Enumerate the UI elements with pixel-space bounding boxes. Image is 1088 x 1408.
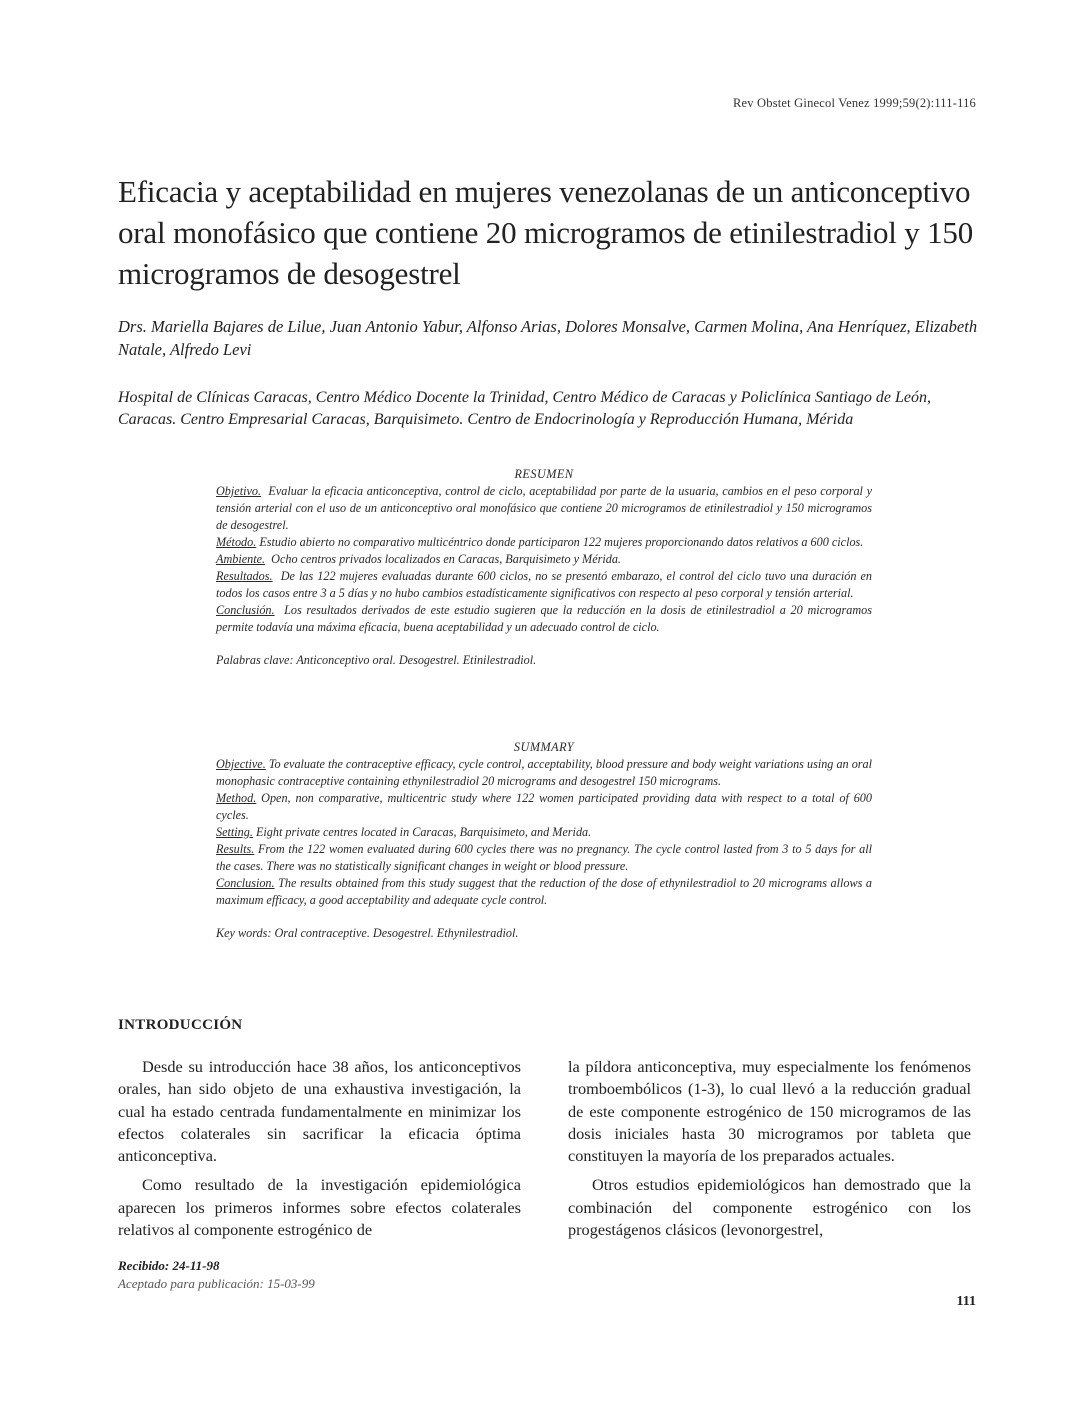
section-text: Evaluar la eficacia anticonceptiva, control de ciclo, aceptabilidad por parte de la usuaria, cambios en el peso corporal y tensión arterial con el uso de un anticonceptivo oral monofásico que contiene 20 microgramos de etinilestradiol y 150 microgramos de desogestrel.	[216, 484, 873, 532]
section-text: Open, non comparative, multicentric study where 122 women participated providing data with respect to a total of 600 cycles.	[216, 791, 872, 822]
section-text: Eight private centres located in Caracas, Barquisimeto, and Merida.	[255, 825, 592, 839]
summary-block	[216, 739, 872, 942]
body-paragraph: Desde su introducción hace 38 años, los anticonceptivos orales, han sido objeto de una exhaustiva investigación, la cual ha estado centrada fundamentalmente en minimizar los efectos colaterales sin sacrificar la eficacia óptima anticonceptiva.	[118, 1057, 521, 1166]
resumen-heading: RESUMEN	[514, 467, 574, 481]
resumen-block	[216, 466, 872, 669]
body-paragraph: la píldora anticonceptiva, muy especialmente los fenómenos tromboembólicos (1-3), lo cual llevó a la reducción gradual de este componente estrogénico de 150 microgramos de las dosis iniciales hasta 30 microgramos por tableta que constituyen la mayoría de los preparados actuales.	[568, 1057, 971, 1166]
section-text: The results obtained from this study suggest that the reduction of the dose of ethynilestradiol to 20 micrograms allows a maximum efficacy, a good acceptability and adequate cycle control.	[216, 876, 873, 907]
accepted-date: Aceptado para publicación: 15-03-99	[118, 1276, 315, 1291]
body-paragraph: Otros estudios epidemiológicos han demostrado que la combinación del componente estrogénico con los progestágenos clásicos (levonorgestrel,	[568, 1175, 971, 1240]
section-text: Ocho centros privados localizados en Caracas, Barquisimeto y Mérida.	[271, 552, 621, 566]
section-label: Results.	[216, 842, 255, 856]
summary-section	[216, 756, 872, 790]
article-title: Eficacia y aceptabilidad en mujeres venezolanas de un anticonceptivo oral monofásico que contiene 20 microgramos de etinilestradiol y 150 microgramos de desogestrel	[118, 174, 974, 291]
journal-reference: Rev Obstet Ginecol Venez 1999;59(2):111-116	[732, 96, 976, 110]
section-label: Conclusión.	[216, 603, 275, 617]
section-text: Los resultados derivados de este estudio sugieren que la reducción en la dosis de etinilestradiol a 20 microgramos permite todavía una máxima eficacia, buena aceptabilidad y un adecuado control de ciclo.	[216, 603, 873, 634]
summary-section	[216, 841, 872, 875]
section-label: Conclusion.	[216, 876, 275, 890]
resumen-section	[216, 602, 872, 636]
section-label: Resultados.	[216, 569, 273, 583]
body-column-left	[118, 1056, 521, 1241]
summary-heading: SUMMARY	[513, 740, 575, 754]
section-heading-introduccion: INTRODUCCIÓN	[118, 1017, 243, 1033]
section-text: De las 122 mujeres evaluadas durante 600 ciclos, no se presentó embarazo, el control del ciclo tuvo una duración en todos los casos entre 3 a 5 días y no hubo cambios estadísticamente significativos con respecto al peso corporal y tensión arterial.	[216, 569, 872, 600]
body-column-right	[568, 1056, 971, 1241]
resumen-section	[216, 483, 872, 534]
summary-section	[216, 875, 872, 909]
section-text: Estudio abierto no comparativo multicéntrico donde participaron 122 mujeres proporcionando datos relativos a 600 ciclos.	[259, 535, 864, 549]
section-label: Objective.	[216, 757, 266, 771]
section-text: From the 122 women evaluated during 600 cycles there was no pregnancy. The cycle control lasted from 3 to 5 days for all the cases. There was no statistically significant changes in weight or blood pressure.	[216, 842, 872, 873]
resumen-section	[216, 534, 872, 551]
palabras-clave: Palabras clave: Anticonceptivo oral. Desogestrel. Etinilestradiol.	[216, 653, 537, 667]
section-label: Setting.	[216, 825, 253, 839]
section-label: Objetivo.	[216, 484, 262, 498]
received-date: Recibido: 24-11-98	[118, 1258, 220, 1273]
resumen-section	[216, 551, 872, 568]
affiliations: Hospital de Clínicas Caracas, Centro Médico Docente la Trinidad, Centro Médico de Caracas y Policlínica Santiago de León, Caracas. Centro Empresarial Caracas, Barquisimeto. Centro de Endocrinología y Reproducción Humana, Mérida	[118, 389, 931, 428]
author-list: Drs. Mariella Bajares de Lilue, Juan Antonio Yabur, Alfonso Arias, Dolores Monsalve, Carmen Molina, Ana Henríquez, Elizabeth Natale, Alfredo Levi	[118, 317, 978, 359]
resumen-section	[216, 568, 872, 602]
page-number: 111	[956, 1294, 976, 1309]
section-label: Método.	[216, 535, 257, 549]
section-label: Ambiente.	[216, 552, 266, 566]
summary-section	[216, 824, 872, 841]
section-text: To evaluate the contraceptive efficacy, cycle control, acceptability, blood pressure and body weight variations using an oral monophasic contraceptive containing ethynilestradiol 20 micrograms and desogestrel 150 micrograms.	[216, 757, 873, 788]
key-words: Key words: Oral contraceptive. Desogestrel. Ethynilestradiol.	[216, 926, 519, 940]
body-paragraph: Como resultado de la investigación epidemiológica aparecen los primeros informes sobre efectos colaterales relativos al componente estrogénico de	[118, 1175, 521, 1240]
section-label: Method.	[216, 791, 257, 805]
summary-section	[216, 790, 872, 824]
